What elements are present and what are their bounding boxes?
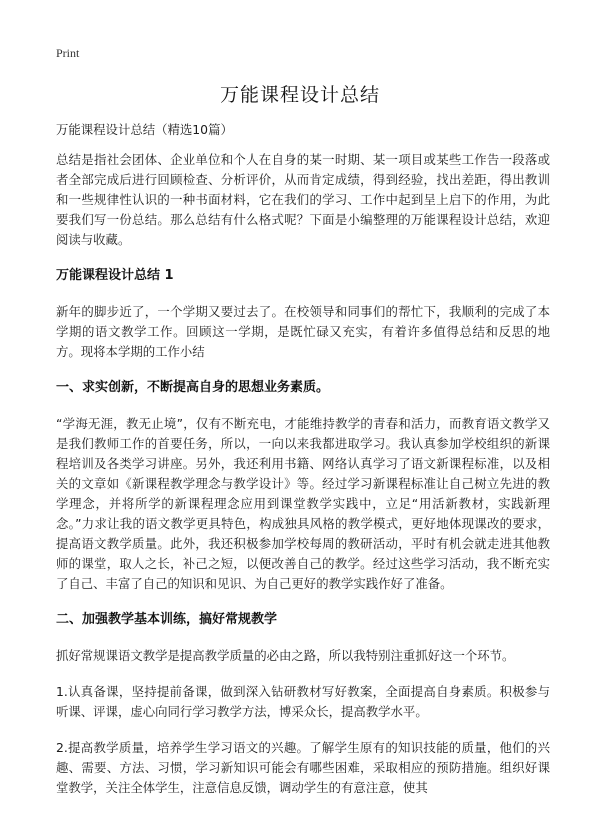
- print-label[interactable]: Print: [56, 46, 80, 60]
- part-one-heading: 一、求实创新，不断提高自身的思想业务素质。: [56, 380, 330, 395]
- list-item: 1.认真备课，坚持提前备课，做到深入钻研教材写好教案，全面提高自身素质。积极参与听课、评课，虚心向同行学习教学方法，博采众长，提高教学水平。: [56, 684, 550, 719]
- part-one-paragraph: “学海无涯，教无止境”，仅有不断充电，才能维持教学的青春和活力，而教育语文教学又是我们教师工作的首要任务，所以，一向以来我都进取学习。我认真参加学校组织的新课程培训及各类学习讲座。另外，我还利用书籍、网络认真学习了语文新课程标准，以及相关的文章如《新课程教学理念与教学设计》等。经过学习新课程标准让自己树立先进的教学理念，并将所学的新课程理念应用到课堂教学实践中，立足“用活新教材，实践新理念。”力求让我的语文教学更具特色，构成独具风格的教学模式，更好地体现课改的要求，提高语文教学质量。此外，我还积极参加学校每周的教研活动，平时有机会就走进其他教师的课堂，取人之长，补己之短，以便改善自己的教学。经过这些学习活动，我不断充实了自己、丰富了自己的知识和见识、为自己更好的教学实践作好了准备。: [56, 416, 550, 591]
- part-two-paragraph: 抓好常规课语文教学是提高教学质量的必由之路，所以我特别注重抓好这一个环节。: [56, 648, 515, 663]
- intro-paragraph: 总结是指社会团体、企业单位和个人在自身的某一时期、某一项目或某些工作告一段落或者全部完成后进行回顾检查、分析评价，从而肯定成绩，得到经验，找出差距，得出教训和一些规律性认识的一种书面材料，它在我们的学习、工作中起到呈上启下的作用，为此要我们写一份总结。那么总结有什么格式呢？下面是小编整理的万能课程设计总结，欢迎阅读与收藏。: [56, 152, 550, 247]
- document-subtitle: 万能课程设计总结（精选10篇）: [56, 122, 233, 137]
- document-title: 万能课程设计总结: [219, 84, 380, 106]
- section-paragraph: 新年的脚步近了，一个学期又要过去了。在校领导和同事们的帮忙下，我顺利的完成了本学期的语文教学工作。回顾这一学期，是既忙碌又充实，有着许多值得总结和反思的地方。现将本学期的工作小结: [56, 304, 550, 359]
- list-item: 2.提高教学质量，培养学生学习语文的兴趣。了解学生原有的知识技能的质量，他们的兴趣、需要、方法、习惯，学习新知识可能会有哪些困难，采取相应的预防措施。组织好课堂教学，关注全体学生，注意信息反馈，调动学生的有意注意，使其: [56, 740, 550, 795]
- part-two-heading: 二、加强教学基本训练，搞好常规教学: [56, 612, 278, 627]
- document-body: [56, 120, 550, 814]
- section-heading: 万能课程设计总结 1: [56, 268, 174, 283]
